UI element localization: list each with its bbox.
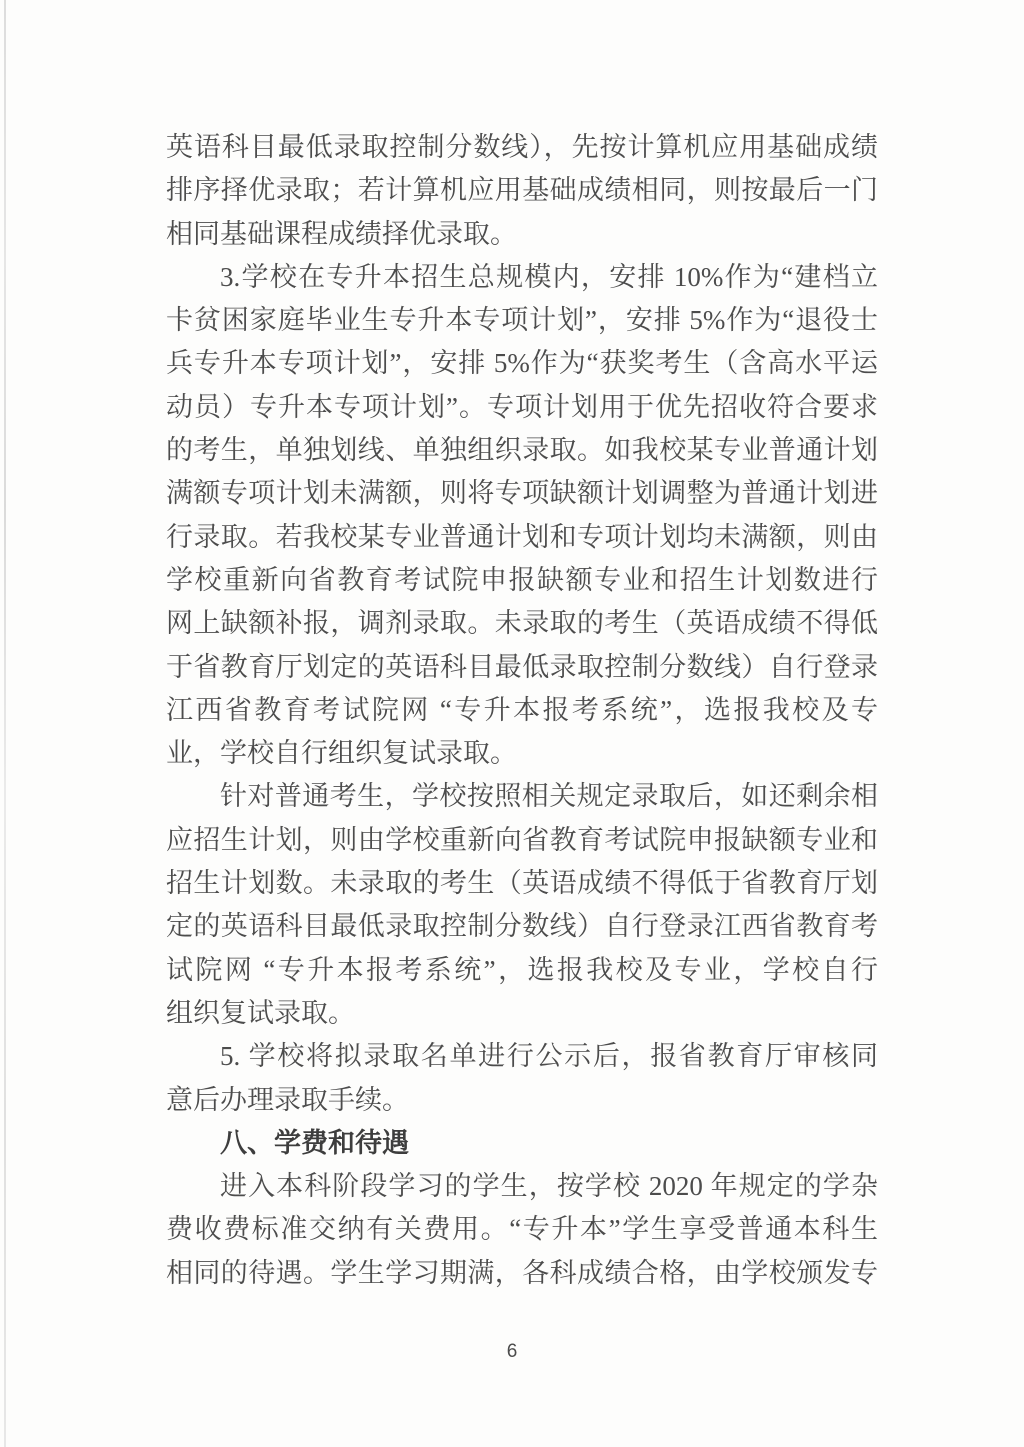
text-line: 排序择优录取；若计算机应用基础成绩相同，则按最后一门 xyxy=(166,175,878,206)
text-line: 定的英语科目最低录取控制分数线）自行登录江西省教育考 xyxy=(166,911,878,942)
text-line: 卡贫困家庭毕业生专升本专项计划”，安排 5%作为“退役士 xyxy=(166,305,878,336)
text-line: 学校重新向省教育考试院申报缺额专业和招生计划数进行 xyxy=(166,564,878,595)
text-line: 针对普通考生，学校按照相关规定录取后，如还剩余相 xyxy=(220,781,878,812)
text-line: 3.学校在专升本招生总规模内，安排 10%作为“建档立 xyxy=(220,261,878,292)
text-line: 应招生计划，则由学校重新向省教育考试院申报缺额专业和 xyxy=(166,824,878,855)
text-line: 意后办理录取手续。 xyxy=(166,1084,409,1115)
text-line: 相同的待遇。学生学习期满，各科成绩合格，由学校颁发专 xyxy=(166,1257,878,1288)
text-line: 网上缺额补报，调剂录取。未录取的考生（英语成绩不得低 xyxy=(166,608,878,639)
text-line: 5. 学校将拟录取名单进行公示后，报省教育厅审核同 xyxy=(220,1041,878,1072)
text-line: 于省教育厅划定的英语科目最低录取控制分数线）自行登录 xyxy=(166,651,878,682)
text-line: 费收费标准交纳有关费用。“专升本”学生享受普通本科生 xyxy=(166,1214,878,1245)
text-line: 业，学校自行组织复试录取。 xyxy=(166,738,517,769)
text-line: 进入本科阶段学习的学生，按学校 2020 年规定的学杂 xyxy=(220,1171,878,1202)
document-body xyxy=(166,126,878,1295)
page-number: 6 xyxy=(506,1341,518,1362)
text-line: 英语科目最低录取控制分数线），先按计算机应用基础成绩 xyxy=(166,132,878,162)
text-line: 行录取。若我校某专业普通计划和专项计划均未满额，则由 xyxy=(166,521,878,552)
scan-edge-artifact xyxy=(4,0,6,1447)
text-line: 相同基础课程成绩择优录取。 xyxy=(166,218,517,249)
section-heading: 八、学费和待遇 xyxy=(220,1127,409,1158)
text-line: 兵专升本专项计划”，安排 5%作为“获奖考生（含高水平运 xyxy=(166,348,878,379)
text-line: 的考生，单独划线、单独组织录取。如我校某专业普通计划 xyxy=(166,435,878,466)
text-line: 江西省教育考试院网 “专升本报考系统”，选报我校及专 xyxy=(166,694,878,725)
text-line: 组织复试录取。 xyxy=(166,997,355,1028)
text-line: 试院网 “专升本报考系统”，选报我校及专业，学校自行 xyxy=(166,954,878,985)
text-line: 满额专项计划未满额，则将专项缺额计划调整为普通计划进 xyxy=(166,478,878,509)
text-line: 动员）专升本专项计划”。专项计划用于优先招收符合要求 xyxy=(166,391,878,422)
text-line: 招生计划数。未录取的考生（英语成绩不得低于省教育厅划 xyxy=(166,868,878,899)
